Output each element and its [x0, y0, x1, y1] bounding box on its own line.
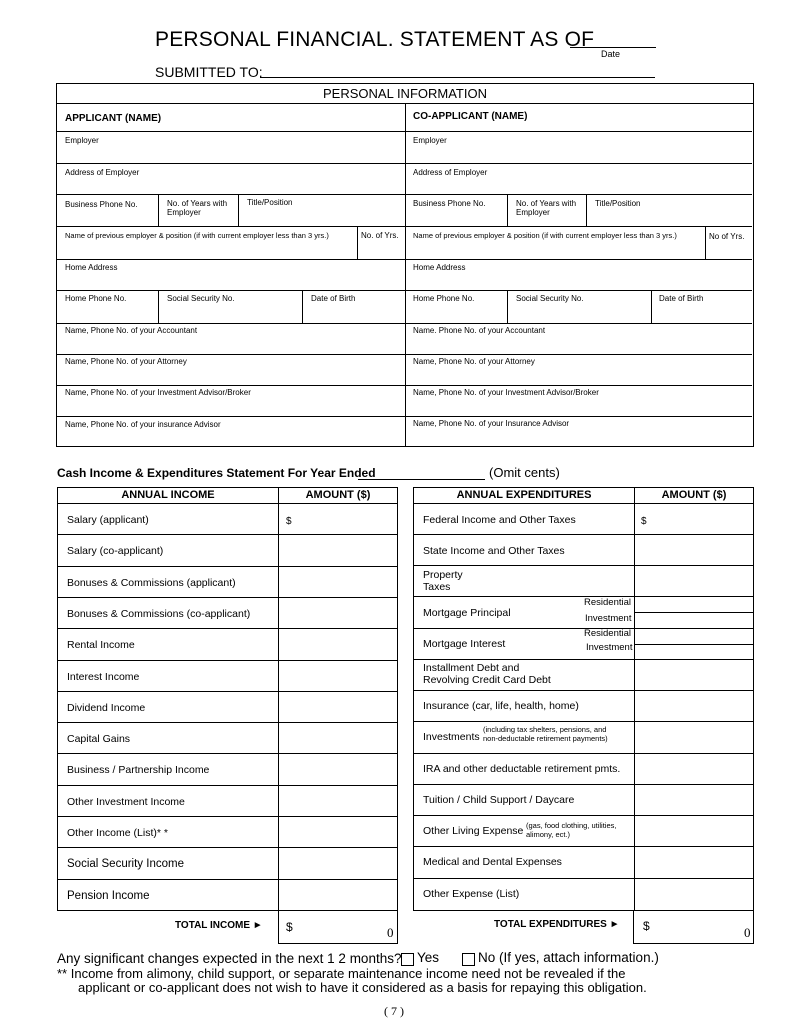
applicant-name-label: APPLICANT (NAME) — [65, 113, 162, 124]
cell-divider — [238, 194, 239, 226]
medical-label: Medical and Dental Expenses — [423, 856, 562, 868]
annual-income-header: ANNUAL INCOME — [121, 489, 215, 501]
row-divider — [57, 416, 752, 417]
mortgage-principal-investment: Investment — [585, 613, 632, 624]
cell-divider — [705, 226, 706, 259]
income-amount-field[interactable] — [279, 817, 397, 846]
investments-label: Investments — [423, 731, 480, 743]
installment-line-1: Installment Debt and — [423, 662, 520, 674]
mortgage-principal-residential: Residential — [584, 597, 631, 608]
row-divider — [57, 323, 752, 324]
income-amount-header: AMOUNT ($) — [305, 489, 371, 501]
co-insurance-advisor-label: Name, Phone No. of your Insurance Advisor — [413, 419, 570, 428]
years-with-employer-label — [167, 199, 227, 217]
total-exp-dollar: $ — [643, 919, 650, 933]
annual-income-table — [57, 487, 398, 911]
annual-expenditures-header: ANNUAL EXPENDITURES — [456, 489, 592, 501]
omit-cents-note: (Omit cents) — [489, 465, 560, 480]
income-row-label: Social Security Income — [67, 858, 184, 871]
income-amount-field[interactable] — [279, 661, 397, 690]
income-row-label: Salary (applicant) — [67, 514, 149, 526]
cell-divider — [158, 194, 159, 226]
co-title-position-label: Title/Position — [595, 199, 641, 208]
employer-label: Employer — [65, 136, 99, 145]
dob-label: Date of Birth — [311, 294, 356, 303]
co-home-address-label: Home Address — [413, 263, 466, 272]
federal-dollar-sign: $ — [641, 516, 647, 527]
header-divider — [414, 503, 753, 504]
attorney-label: Name, Phone No. of your Attorney — [65, 357, 187, 366]
row-divider — [57, 354, 752, 355]
income-amount-field[interactable] — [279, 504, 397, 533]
income-row-label: Dividend Income — [67, 701, 146, 714]
income-row-label: Other Income (List)* * — [67, 827, 168, 839]
expenditure-amount-header: AMOUNT ($) — [661, 489, 727, 501]
year-ended-field[interactable] — [358, 479, 485, 480]
co-home-phone-label: Home Phone No. — [413, 294, 475, 303]
income-amount-field[interactable] — [279, 692, 397, 721]
column-divider — [405, 103, 406, 446]
annual-expenditures-table — [413, 487, 754, 911]
state-taxes-label: State Income and Other Taxes — [423, 545, 565, 557]
mortgage-interest-investment: Investment — [586, 642, 633, 653]
investments-note-2: non-deductable retirement payments) — [483, 734, 608, 743]
salary-dollar-sign: $ — [286, 516, 292, 527]
alimony-note — [57, 967, 647, 995]
income-amount-field[interactable] — [279, 848, 397, 877]
no-label: No (If yes, attach information.) — [478, 950, 659, 965]
property-taxes-label — [423, 569, 463, 593]
ira-label: IRA and other deductable retirement pmts. — [423, 763, 621, 775]
income-amount-field[interactable] — [279, 723, 397, 752]
yes-checkbox[interactable] — [401, 953, 414, 966]
expenditure-row-divider — [414, 659, 753, 660]
expenditure-row-divider — [414, 784, 753, 785]
date-label: Date — [601, 49, 621, 59]
property-line-2: Taxes — [423, 581, 451, 593]
expenditure-row-divider — [414, 690, 753, 691]
cash-statement-title: Cash Income & Expenditures Statement For Year Ended — [57, 466, 376, 480]
federal-taxes-label: Federal Income and Other Taxes — [423, 514, 576, 526]
title-position-label: Title/Position — [247, 198, 293, 207]
personal-information-heading: PERSONAL INFORMATION — [57, 84, 753, 104]
total-income-label: TOTAL INCOME ► — [175, 920, 263, 931]
expenditure-row-divider — [414, 878, 753, 879]
home-phone-label: Home Phone No. — [65, 294, 127, 303]
total-exp-underline — [633, 943, 754, 944]
co-years-line-2: Employer — [516, 208, 550, 217]
row-divider — [57, 385, 752, 386]
co-accountant-label: Name. Phone No. of your Accountant — [413, 326, 546, 335]
no-checkbox[interactable] — [462, 953, 475, 966]
changes-question: Any significant changes expected in the next 1 2 months? — [57, 951, 402, 966]
total-income-value: 0 — [387, 925, 394, 940]
ssn-label: Social Security No. — [167, 294, 235, 303]
alimony-note-line-2: applicant or co-applicant does not wish to have it considered as a basis for repaying this obligation. — [78, 980, 647, 995]
living-note-1: (gas, food clothing, utilities, — [526, 821, 617, 830]
mortgage-interest-sub-divider — [634, 644, 753, 645]
income-row-label: Business / Partnership Income — [67, 764, 210, 777]
expenditure-row-divider — [414, 753, 753, 754]
co-ssn-label: Social Security No. — [516, 294, 584, 303]
accountant-label: Name, Phone No. of your Accountant — [65, 326, 198, 335]
previous-employer-label: Name of previous employer & position (if with current employer less than 3 yrs.) — [65, 231, 329, 240]
mortgage-interest-label: Mortgage Interest — [423, 638, 506, 650]
co-years-with-employer-label — [516, 199, 576, 217]
years-line-1: No. of Years with — [167, 199, 228, 208]
income-amount-field[interactable] — [279, 567, 397, 596]
total-income-divider — [278, 911, 279, 943]
co-applicant-name-label: CO-APPLICANT (NAME) — [413, 111, 528, 122]
co-investment-advisor-label: Name, Phone No. of your Investment Advisor/Broker — [413, 388, 599, 397]
submitted-to-label: SUBMITTED TO: — [155, 64, 263, 80]
business-phone-label: Business Phone No. — [65, 200, 138, 209]
mortgage-interest-residential: Residential — [584, 628, 631, 639]
cell-divider — [507, 194, 508, 226]
row-divider — [57, 259, 752, 260]
installment-line-2: Revolving Credit Card Debt — [423, 674, 551, 686]
investments-note — [483, 725, 608, 743]
property-line-1: Property — [423, 569, 463, 581]
expenditure-row-divider — [414, 721, 753, 722]
row-divider — [57, 194, 752, 195]
cell-divider — [507, 290, 508, 323]
co-business-phone-label: Business Phone No. — [413, 199, 486, 208]
income-row-label: Other Investment Income — [67, 795, 185, 808]
cell-divider — [357, 226, 358, 259]
income-row-label: Salary (co-applicant) — [67, 545, 164, 558]
row-divider — [57, 131, 752, 132]
total-exp-value: 0 — [744, 925, 751, 940]
income-amount-field[interactable] — [279, 880, 397, 909]
address-of-employer-label: Address of Employer — [65, 168, 140, 177]
co-attorney-label: Name, Phone No. of your Attorney — [413, 357, 535, 366]
home-address-label: Home Address — [65, 263, 118, 272]
cell-divider — [651, 290, 652, 323]
insurance-label: Insurance (car, life, health, home) — [423, 700, 579, 712]
expenditure-row-divider — [414, 815, 753, 816]
co-no-of-yrs-label: No of Yrs. — [709, 232, 745, 241]
income-amount-field[interactable] — [279, 598, 397, 627]
mortgage-principal-label: Mortgage Principal — [423, 607, 511, 619]
page-number: ( 7 ) — [384, 1004, 404, 1018]
mortgage-principal-sub-divider — [634, 612, 753, 613]
row-divider — [57, 290, 752, 291]
expenditure-row-divider — [414, 846, 753, 847]
income-row-label: Pension Income — [67, 889, 150, 902]
income-row-label: Bonuses & Commissions (applicant) — [67, 576, 236, 589]
yes-label: Yes — [417, 950, 440, 965]
expenditure-row-divider — [414, 534, 753, 535]
total-income-divider — [397, 911, 398, 943]
living-note-2: alimony, ect.) — [526, 830, 571, 839]
income-amount-field[interactable] — [279, 535, 397, 564]
co-address-of-employer-label: Address of Employer — [413, 168, 488, 177]
investment-advisor-label: Name, Phone No. of your Investment Advisor/Broker — [65, 388, 251, 397]
living-note — [526, 821, 616, 839]
total-income-dollar: $ — [286, 920, 293, 934]
income-row-label: Rental Income — [67, 639, 135, 652]
income-row-label: Interest Income — [67, 670, 140, 683]
installment-debt-label — [423, 662, 551, 686]
income-row-label: Bonuses & Commissions (co-applicant) — [67, 607, 251, 620]
cell-divider — [302, 290, 303, 323]
other-living-expense-label: Other Living Expense — [423, 825, 524, 837]
co-previous-employer-label: Name of previous employer & position (if with current employer less than 3 yrs.) — [413, 231, 677, 240]
no-of-yrs-label: No. of Yrs. — [361, 231, 399, 240]
row-divider — [57, 226, 752, 227]
submitted-to-field[interactable] — [260, 77, 655, 78]
alimony-note-line-1: ** Income from alimony, child support, or separate maintenance income need not be revealed if the — [57, 966, 626, 981]
personal-information-section — [56, 83, 754, 447]
total-exp-divider — [753, 911, 754, 943]
co-employer-label: Employer — [413, 136, 447, 145]
total-income-underline — [278, 943, 398, 944]
cell-divider — [158, 290, 159, 323]
cell-divider — [586, 194, 587, 226]
other-expense-label: Other Expense (List) — [423, 888, 520, 900]
total-expenditures-label: TOTAL EXPENDITURES ► — [494, 919, 620, 930]
insurance-advisor-label: Name, Phone No. of your insurance Advisor — [65, 420, 221, 429]
date-field[interactable] — [570, 47, 656, 48]
years-line-2: Employer — [167, 208, 201, 217]
investments-note-1: (including tax shelters, pensions, and — [483, 725, 607, 734]
income-amount-field[interactable] — [279, 629, 397, 658]
row-divider — [57, 163, 752, 164]
income-row-label: Capital Gains — [67, 733, 131, 746]
income-amount-field[interactable] — [279, 754, 397, 783]
form-title: PERSONAL FINANCIAL. STATEMENT AS OF — [155, 28, 595, 51]
total-exp-divider — [633, 911, 634, 943]
income-amount-field[interactable] — [279, 786, 397, 815]
expenditure-row-divider — [414, 565, 753, 566]
co-dob-label: Date of Birth — [659, 294, 704, 303]
co-years-line-1: No. of Years with — [516, 199, 577, 208]
tuition-label: Tuition / Child Support / Daycare — [423, 794, 575, 806]
